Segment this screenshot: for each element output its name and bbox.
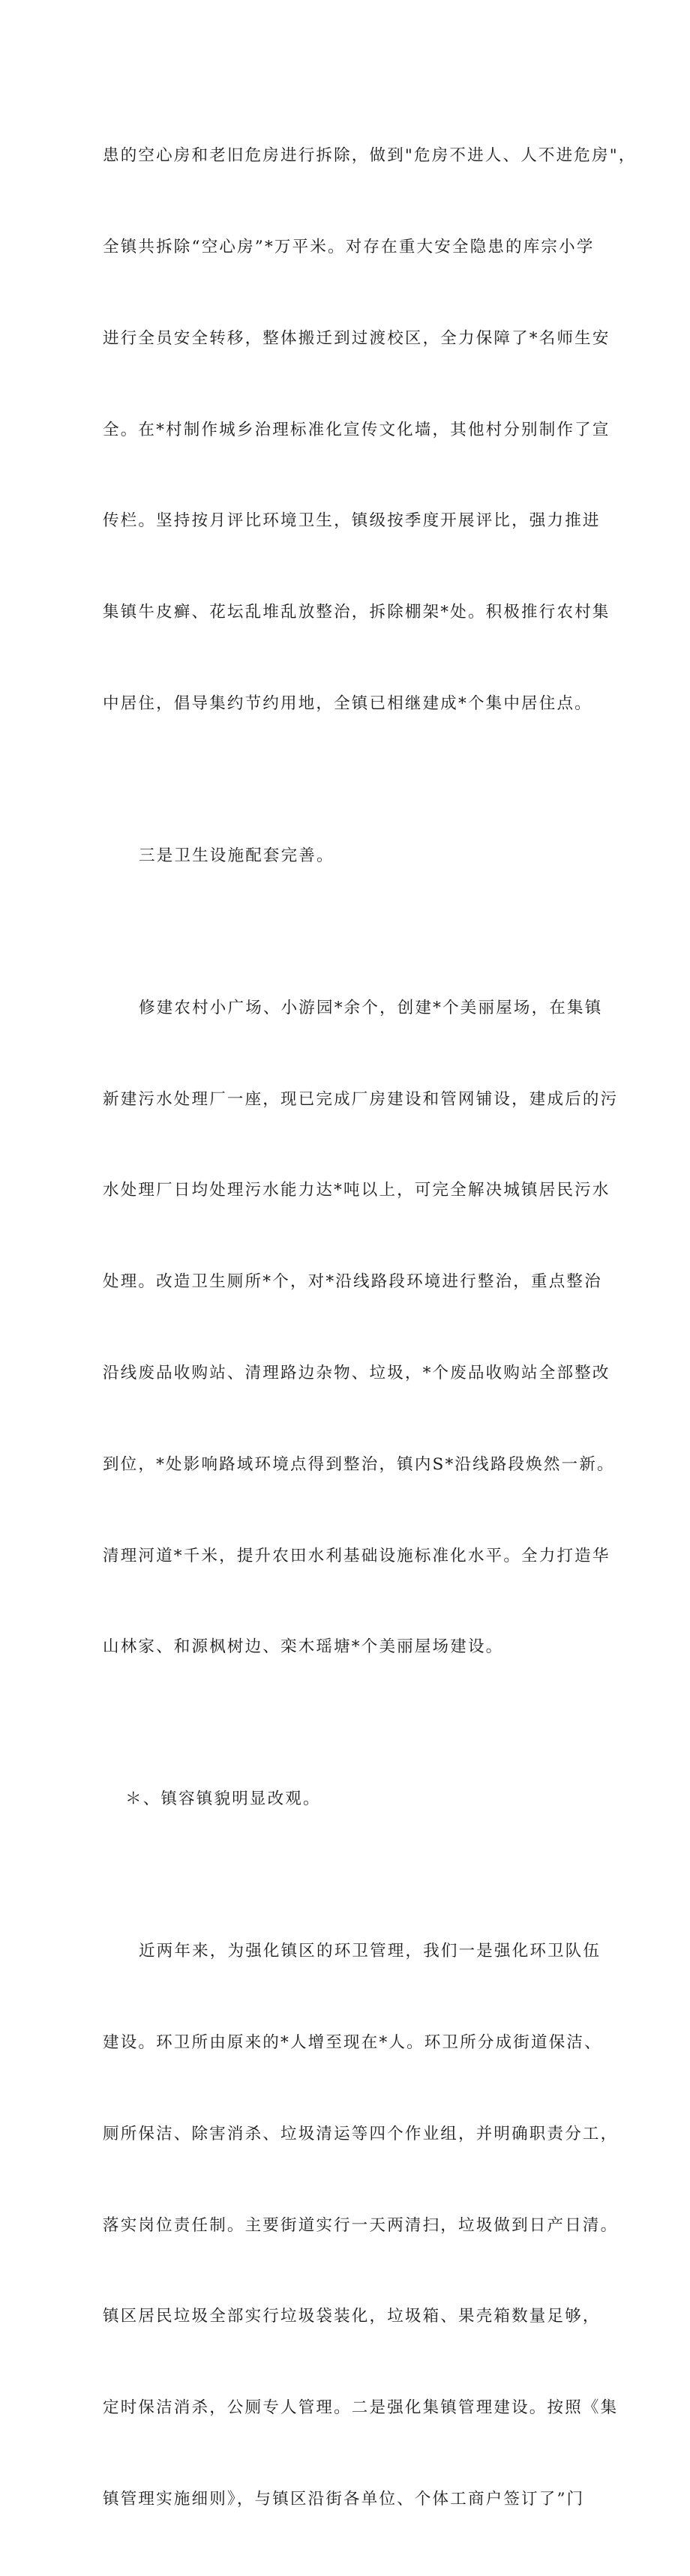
text-line: 山林家、和源枫树边、栾木瑶塘*个美丽屋场建设。 [103, 1637, 504, 1657]
section-heading-sanitation [103, 780, 589, 933]
paragraph-sanitation-facilities [103, 933, 619, 1724]
text-line: 新建污水处理厂一座，现已完成厂房建设和管网铺设，建成后的污 [103, 1089, 619, 1109]
heading-line: ＊、镇容镇貌明显改观。 [125, 1790, 321, 1809]
text-line: 患的空心房和老旧危房进行拆除，做到"危房不进人、人不进危房"， [103, 146, 637, 166]
text-line: 近两年来，为强化镇区的环卫管理，我们一是强化环卫队伍 [139, 1942, 602, 1961]
section-heading-town-appearance [103, 1724, 589, 1876]
document-body [103, 80, 637, 2576]
text-line: 全镇共拆除“空心房”*万平米。对存在重大安全隐患的库宗小学 [103, 237, 595, 256]
text-line: 水处理厂日均处理污水能力达*吨以上，可完全解决城镇居民污水 [103, 1181, 610, 1200]
text-line: 镇区居民垃圾全部实行垃圾袋装化，垃圾箱、果壳箱数量足够， [103, 2307, 601, 2326]
heading-line: 三是卫生设施配套完善。 [139, 846, 334, 865]
text-line: 传栏。坚持按月评比环境卫生，镇级按季度开展评比，强力推进 [103, 511, 601, 531]
text-line: 处理。改造卫生厕所*个，对*沿线路段环境进行整治，重点整治 [103, 1272, 602, 1292]
text-line: 定时保洁消杀，公厕专人管理。二是强化集镇管理建设。按照《集 [103, 2398, 619, 2418]
text-line: 沿线废品收购站、清理路边杂物、垃圾，*个废品收购站全部整改 [103, 1363, 610, 1382]
text-line: 镇管理实施细则》，与镇区沿街各单位、个体工商户签订了”门 [103, 2489, 585, 2509]
paragraph-housing-demolition [103, 80, 637, 780]
text-line: 全。在*村制作城乡治理标准化宣传文化墙，其他村分别制作了宣 [103, 420, 610, 439]
text-line: 清理河道*千米，提升农田水利基础设施标准化水平。全力打造华 [103, 1546, 610, 1565]
text-line: 进行全员安全转移，整体搬迁到过渡校区，全力保障了*名师生安 [103, 328, 610, 348]
text-line: 落实岗位责任制。主要街道实行一天两清扫，垃圾做到日产日清。 [103, 2215, 619, 2235]
text-line: 建设。环卫所由原来的*人增至现在*人。环卫所分成街道保洁、 [103, 2033, 602, 2052]
text-line: 中居住，倡导集约节约用地，全镇已相继建成*个集中居住点。 [103, 693, 592, 713]
text-line: 厕所保洁、除害消杀、垃圾清运等四个作业组，并明确职责分工， [103, 2124, 619, 2143]
text-line: 到位，*处影响路域环境点得到整治，镇内S*沿线路段焕然一新。 [103, 1454, 615, 1474]
text-line: 集镇牛皮癣、花坛乱堆乱放整治，拆除棚架*处。积极推行农村集 [103, 603, 610, 622]
text-line: 修建农村小广场、小游园*余个，创建*个美丽屋场，在集镇 [139, 998, 603, 1017]
paragraph-environmental-management [103, 1876, 619, 2576]
